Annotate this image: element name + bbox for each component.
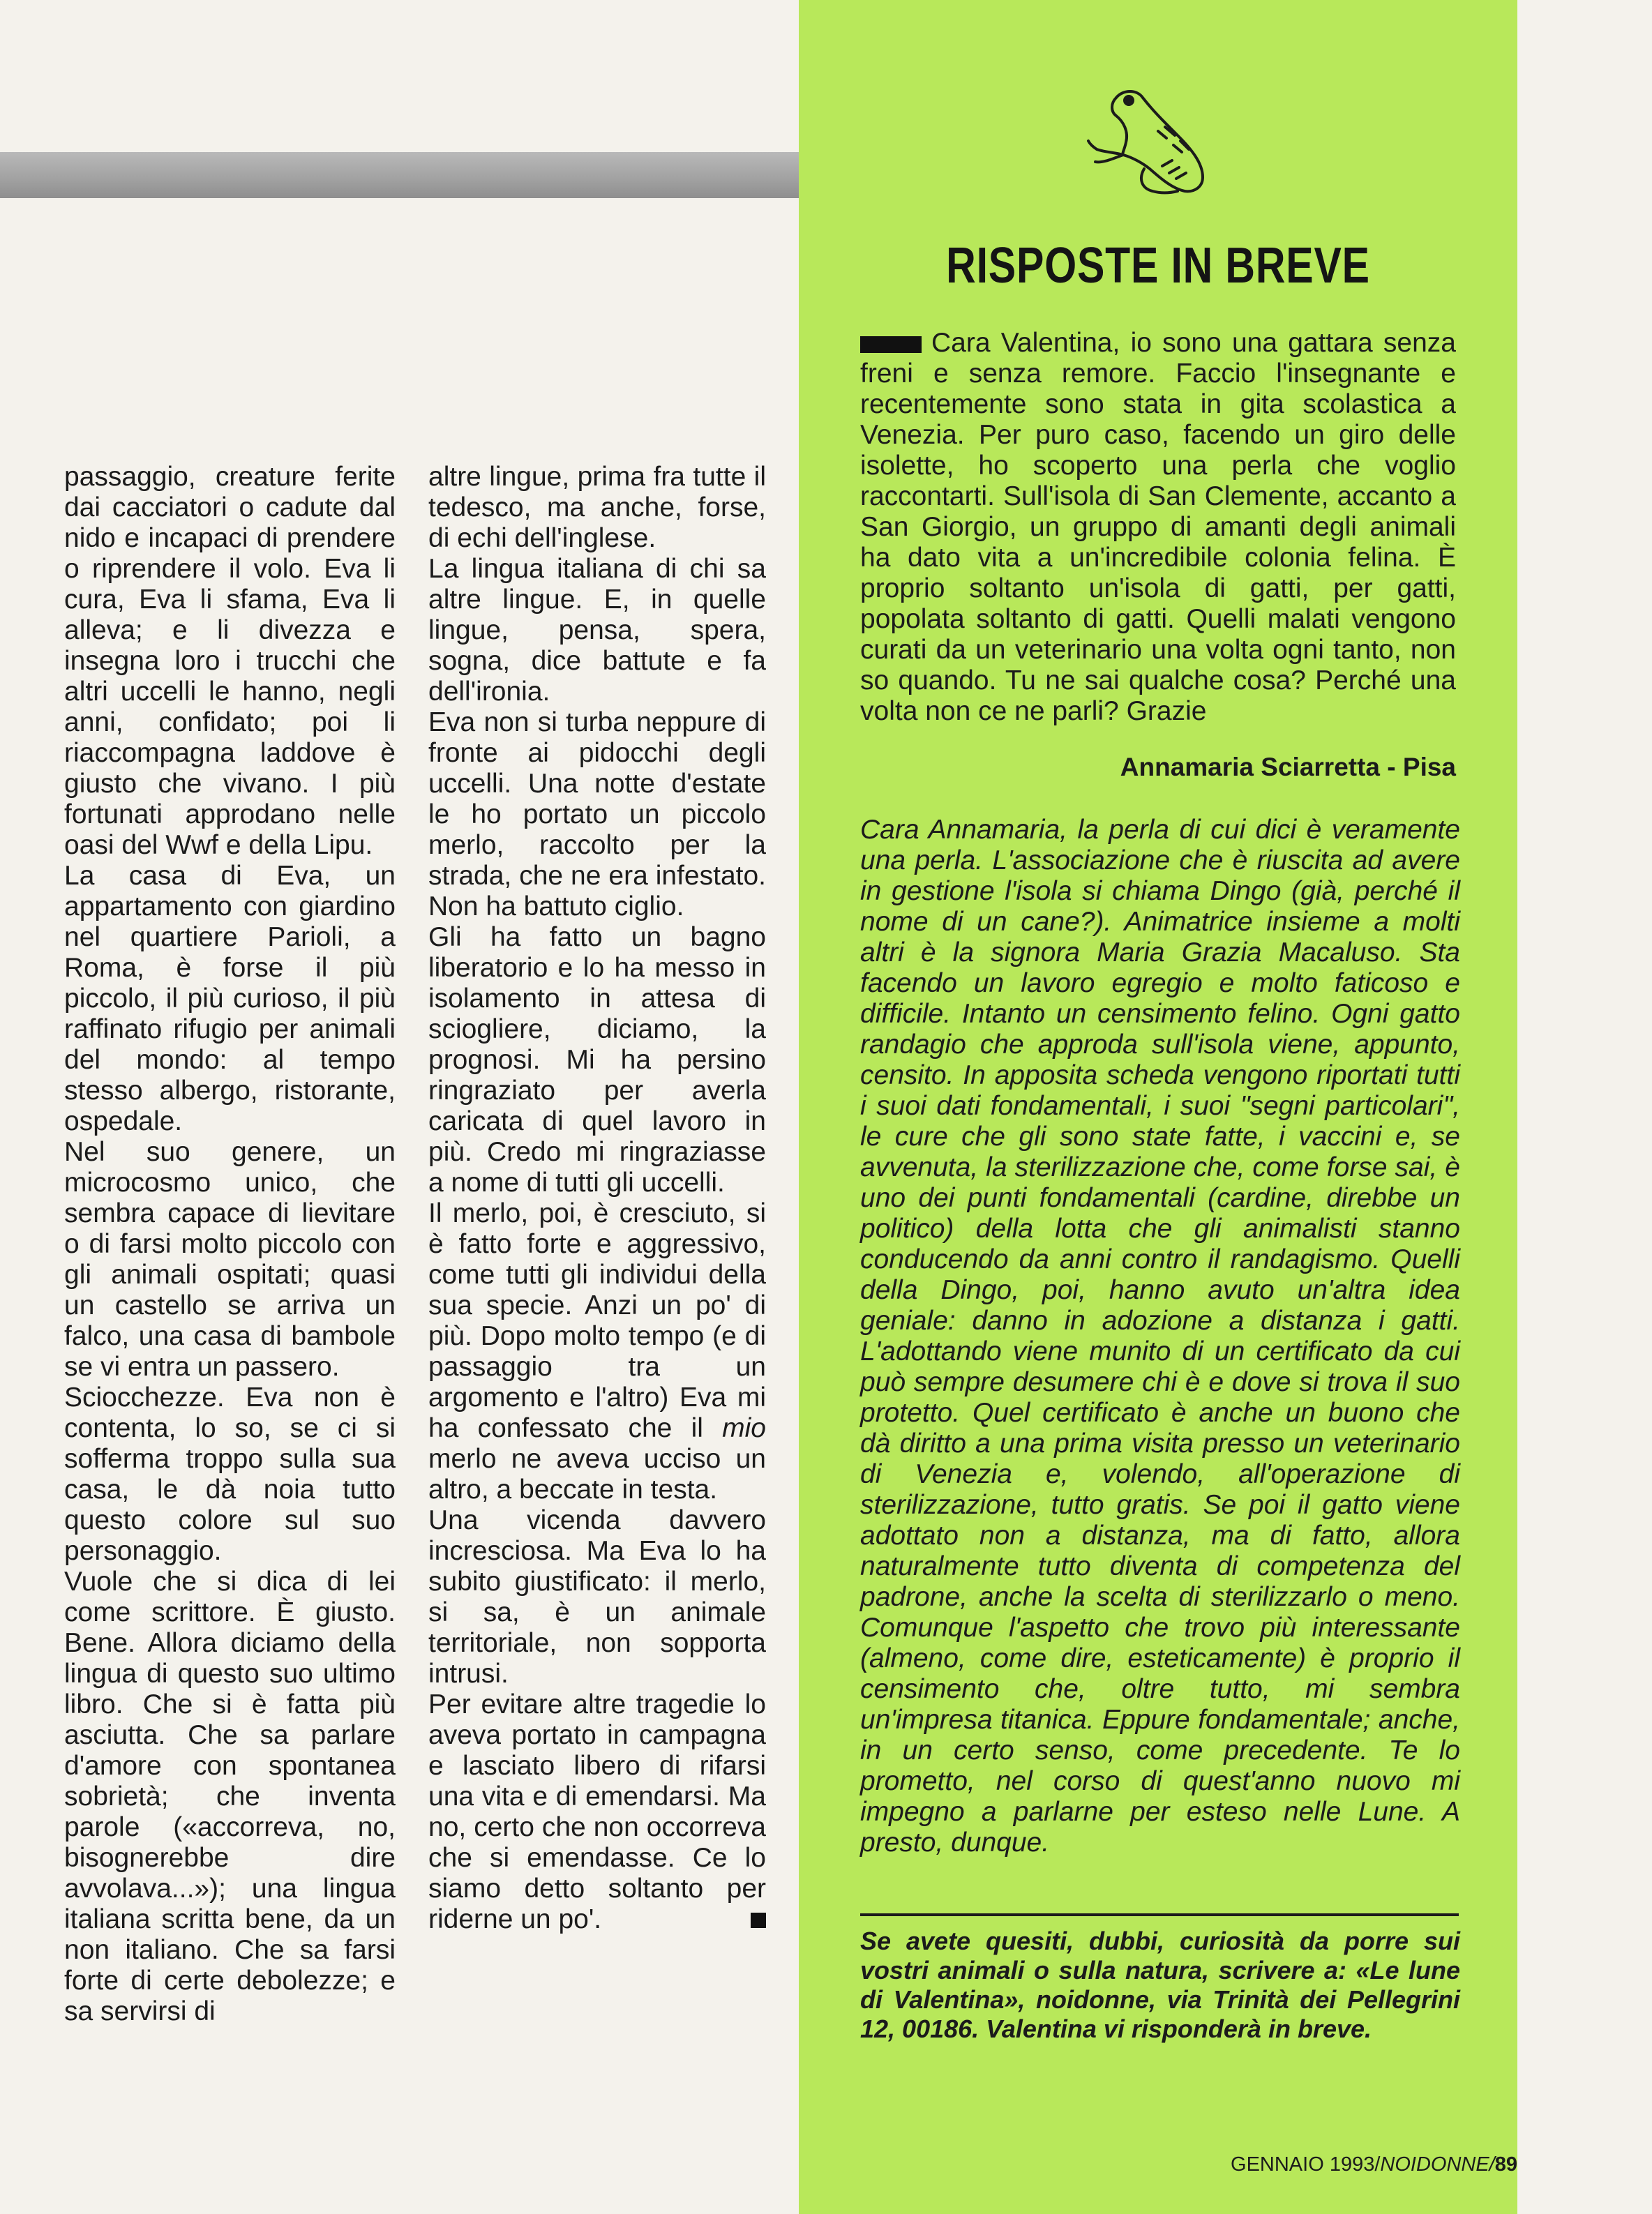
article-column-1 [64, 462, 396, 2027]
paragraph-marker-icon [860, 336, 922, 353]
folio-magazine: NOIDONNE/ [1380, 2153, 1495, 2176]
paragraph [428, 1689, 766, 1935]
paragraph: Nel suo genere, un microcosmo unico, che sembra capace di lievitare o di farsi molto piccolo con gli animali ospitati; quasi un castello se arriva un falco, una casa di bambole se vi entra un passero. [64, 1137, 396, 1382]
letter-signature: Annamaria Sciarretta - Pisa [1120, 753, 1456, 781]
paragraph-text: Per evitare altre tragedie lo aveva portato in campagna e lasciato libero di rifarsi una vita e di emendarsi. Ma no, certo che non occorreva che si emendasse. Ce lo siamo detto soltanto per riderne un po'. [428, 1689, 766, 1934]
paragraph: passaggio, creature ferite dai cacciatori o cadute dal nido e incapaci di prendere o riprendere il volo. Eva li cura, Eva li sfama, Eva li alleva; e li divezza e insegna loro i trucchi che altri uccelli le hanno, negli anni, confidato; poi li riaccompagna laddove è giusto che vivano. I più fortunati approdano nelle oasi del Wwf e della Lipu. [64, 462, 396, 860]
paragraph [428, 1198, 766, 1505]
article-column-2 [428, 462, 766, 1935]
paragraph: Una vicenda davvero incresciosa. Ma Eva lo ha subito giustificato: il merlo, si sa, è un animale territoriale, non sopporta intrusi. [428, 1505, 766, 1689]
reader-letter [860, 328, 1456, 727]
decorative-gray-band [0, 152, 799, 198]
paragraph: Vuole che si dica di lei come scrittore. È giusto. Bene. Allora diciamo della lingua di questo suo ultimo libro. Che si è fatta più asciutta. Che sa parlare d'amore con spontanea sobrietà; che inventa parole («accorreva, no, bisognerebbe dire avvolava...»); una lingua italiana scritta bene, da un non italiano. Che sa farsi forte di certe debolezze; e sa servirsi di [64, 1567, 396, 2026]
paragraph: Eva non si turba neppure di fronte ai pidocchi degli uccelli. Una notte d'estate le ho portato un piccolo merlo, raccolto per la strada, che ne era infestato. Non ha battuto ciglio. [428, 707, 766, 921]
editor-answer: Cara Annamaria, la perla di cui dici è veramente una perla. L'associazione che è riuscita ad avere in gestione l'isola si chiama Dingo (già, perché il nome di un cane?). Animatrice insieme a molti altri è la signora Maria Grazia Macaluso. Sta facendo un lavoro egregio e molto faticoso e difficile. Intanto un censimento felino. Ogni gatto randagio che approda sull'isola viene, appunto, censito. In apposita scheda vengono riportati tutti i suoi dati fondamentali, i suoi "segni particolari", le cure che gli sono state fatte, i vaccini e, se avvenuta, la sterilizzazione che, come forse sai, è uno dei punti fondamentali (cardine, direbbe un politico) della lotta che gli animalisti stanno conducendo da anni contro il randagismo. Quelli della Dingo, poi, hanno avuto un'altra idea geniale: danno in adozione a distanza i gatti. L'adottando viene munito di un certificato da cui può sempre desumere chi è e dove si trova il suo protetto. Quel certificato è anche un buono che dà diritto a una prima visita presso un veterinario di Venezia e, volendo, all'operazione di sterilizzazione, tutto gratis. Se poi il gatto viene adottato non a distanza, ma di fatto, allora naturalmente tutto diventa di competenza del padrone, anche la scelta di sterilizzarlo o meno. Comunque l'aspetto che trovo più interessante (almeno, come dire, esteticamente) è proprio il censimento che, oltre tutto, mi sembra un'impresa titanica. Eppure fondamentale; anche, in un certo senso, come precedente. Te lo prometto, nel corso di quest'anno nuovo mi impegno a parlarne per esteso nelle Lune. A presto, dunque. [860, 815, 1460, 1858]
divider [860, 1913, 1459, 1916]
paragraph: Sciocchezze. Eva non è contenta, lo so, se ci si sofferma troppo sulla sua casa, le dà noia tutto questo colore sul suo personaggio. [64, 1383, 396, 1566]
frog-icon [1080, 82, 1219, 201]
emphasized-word: mio [722, 1413, 766, 1443]
paragraph-text: merlo ne aveva ucciso un altro, a beccate in testa. [428, 1444, 766, 1505]
page-folio [1214, 2153, 1517, 2176]
paragraph: La lingua italiana di chi sa altre lingue. E, in quelle lingue, pensa, spera, sogna, dice battute e fa dell'ironia. [428, 554, 766, 707]
letter-text: Cara Valentina, io sono una gattara senza freni e senza remore. Faccio l'insegnante e recentemente sono stata in gita scolastica a Venezia. Per puro caso, facendo un giro delle isolette, ho scoperto una perla che voglio raccontarti. Sull'isola di San Clemente, accanto a San Giorgio, un gruppo di amanti degli animali ha dato vita a un'incredibile colonia felina. È proprio soltanto un'isola di gatti, per gatti, popolata soltanto di gatti. Quelli malati vengono curati da un veterinario una volta ogni tanto, non so quando. Tu ne sai qualche cosa? Perché una volta non ce ne parli? Grazie [860, 328, 1456, 726]
sidebar-title: RISPOSTE IN BREVE [946, 238, 1370, 294]
end-of-article-square-icon [751, 1913, 766, 1928]
folio-issue: GENNAIO 1993/ [1231, 2153, 1381, 2176]
paragraph: altre lingue, prima fra tutte il tedesco, ma anche, forse, di echi dell'inglese. [428, 462, 766, 553]
folio-page-number: 89 [1494, 2153, 1517, 2176]
paragraph: La casa di Eva, un appartamento con giardino nel quartiere Parioli, a Roma, è forse il più piccolo, il più curioso, il più raffinato rifugio per animali del mondo: al tempo stesso albergo, ristorante, ospedale. [64, 861, 396, 1136]
contact-note: Se avete quesiti, dubbi, curiosità da porre sui vostri animali o sulla natura, scrivere a: «Le lune di Valentina», noidonne, via Trinità dei Pellegrini 12, 00186. Valentina vi risponderà in breve. [860, 1927, 1460, 2043]
paragraph: Gli ha fatto un bagno liberatorio e lo ha messo in isolamento in attesa di sciogliere, diciamo, la prognosi. Mi ha persino ringraziato per averla caricata di quel lavoro in più. Credo mi ringraziasse a nome di tutti gli uccelli. [428, 922, 766, 1198]
paragraph-text: Il merlo, poi, è cresciuto, si è fatto forte e aggressivo, come tutti gli individui della sua specie. Anzi un po' di più. Dopo molto tempo (e di passaggio tra un argomento e l'altro) Eva mi ha confessato che il [428, 1198, 766, 1443]
